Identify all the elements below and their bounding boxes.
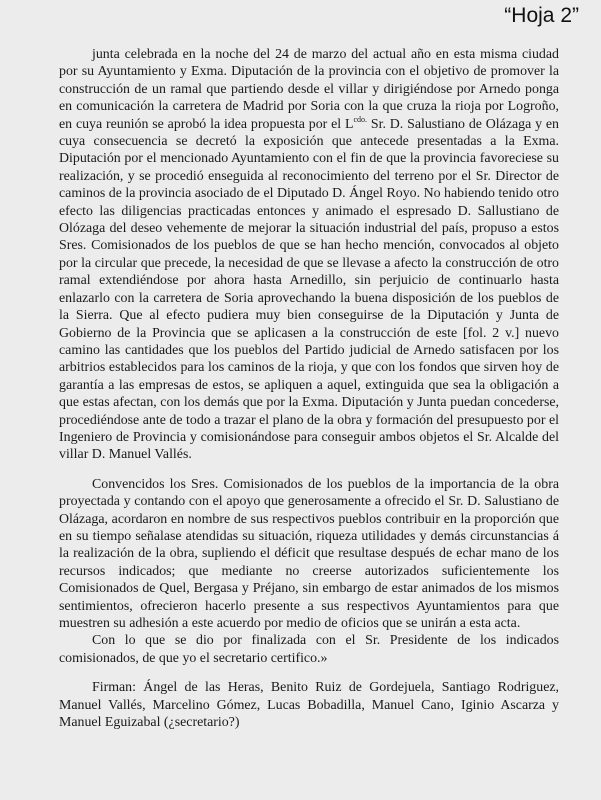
paragraph-commissioners-agreement: Convencidos los Sres. Comisionados de los pueblos de la importancia de la obra proyectada y contando con el apoyo que generosamente a ofrecido el Sr. D. Salustiano de Olázaga, acordaron en nombre de sus respectivos pueblos contribuir en la proporción que en su tiempo señalase atendidas su situación, riqueza utilidades y demás circunstancias á la realización de la obra, supliendo el déficit que resultase después de echar mano de los recursos indicados; que mediante no creerse autorizados suficientemente los Comisionados de Quel, Bergasa y Préjano, sin embargo de estar animados de los mismos sentimientos, ofrecieron hacerlo presente a sus respectivos Ayuntamientos para que muestren su adhesión a este acuerdo por medio de oficios que se unirán a esta acta. — [59, 476, 559, 631]
abbreviation-superscript: cdo. — [353, 114, 368, 124]
paragraph-text: Sr. D. Salustiano de Olázaga y en cuya consecuencia se decretó la exposición que antecede presentadas a la Exma. Diputación por el mencionado Ayuntamiento con el fin de que la provincia favoreciese su realización, y se procedió enseguida al reconocimiento del terreno por el Sr. Director de caminos de la provincia asociado de el Diputado D. Ángel Royo. No habiendo tenido otro efecto las diligencias practicadas entonces y animado el espresado D. Sallustiano de Olózaga del deseo vehemente de mejorar la situación industrial del país, propuso a estos Sres. Comisionados de los pueblos de que se han hecho mención, convocados al objeto por la circular que precede, la necesidad de que se llevase a afecto la construcción de otro ramal extendiéndose por ahora hasta Arnedillo, sin perjuicio de continuarlo hasta enlazarlo con la carretera de Soria aprovechando la buena disposición de los pueblos de la Sierra. Que al efecto pudiera muy bien conseguirse de la Diputación y Junta de Gobierno de la Provincia que se aplicasen a la construcción de este [fol. 2 v.] nuevo camino las cantidades que los pueblos del Partido judicial de Arnedo satisfacen por los arbitrios establecidos para los caminos de la rioja, y que con los fondos que sirven hoy de garantía a las empresas de estos, se apliquen a aquel, extinguida que sea la obligación a que estas afectan, con los demás que por la Exma. Diputación y Junta puedan concederse, procediéndose ante de todo a trazar el plano de la obra y formación del presupuesto por el Ingeniero de Provincia y comisionándose para conseguir ambos objetos el Sr. Alcalde del villar D. Manuel Vallés. — [59, 116, 559, 463]
paragraph-closing: Con lo que se dio por finalizada con el Sr. Presidente de los indicados comisionados, de que yo el secretario certifico.» — [59, 633, 559, 666]
transcription-body — [59, 46, 559, 731]
paragraph-text: junta celebrada en la noche del 24 de marzo del actual año en esta misma ciudad por su Ayuntamiento y Exma. Diputación de la provincia con el objetivo de promover la construcción de un ramal que partiendo desde el villar y dirigiéndose por Arnedo ponga en comunicación la carretera de Madrid por Soria con la que cruza la rioja por Logroño, en cuya reunión se aprobó la idea propuesta por el L — [59, 47, 559, 132]
signatures-paragraph: Firman: Ángel de las Heras, Benito Ruiz de Gordejuela, Santiago Rodriguez, Manuel Vallés, Marcelino Gómez, Lucas Bobadilla, Manuel Cano, Iginio Ascarza y Manuel Eguizabal (¿secretario?) — [59, 680, 559, 731]
paragraph-council-meeting — [59, 46, 559, 464]
sheet-label: “Hoja 2” — [504, 4, 579, 27]
